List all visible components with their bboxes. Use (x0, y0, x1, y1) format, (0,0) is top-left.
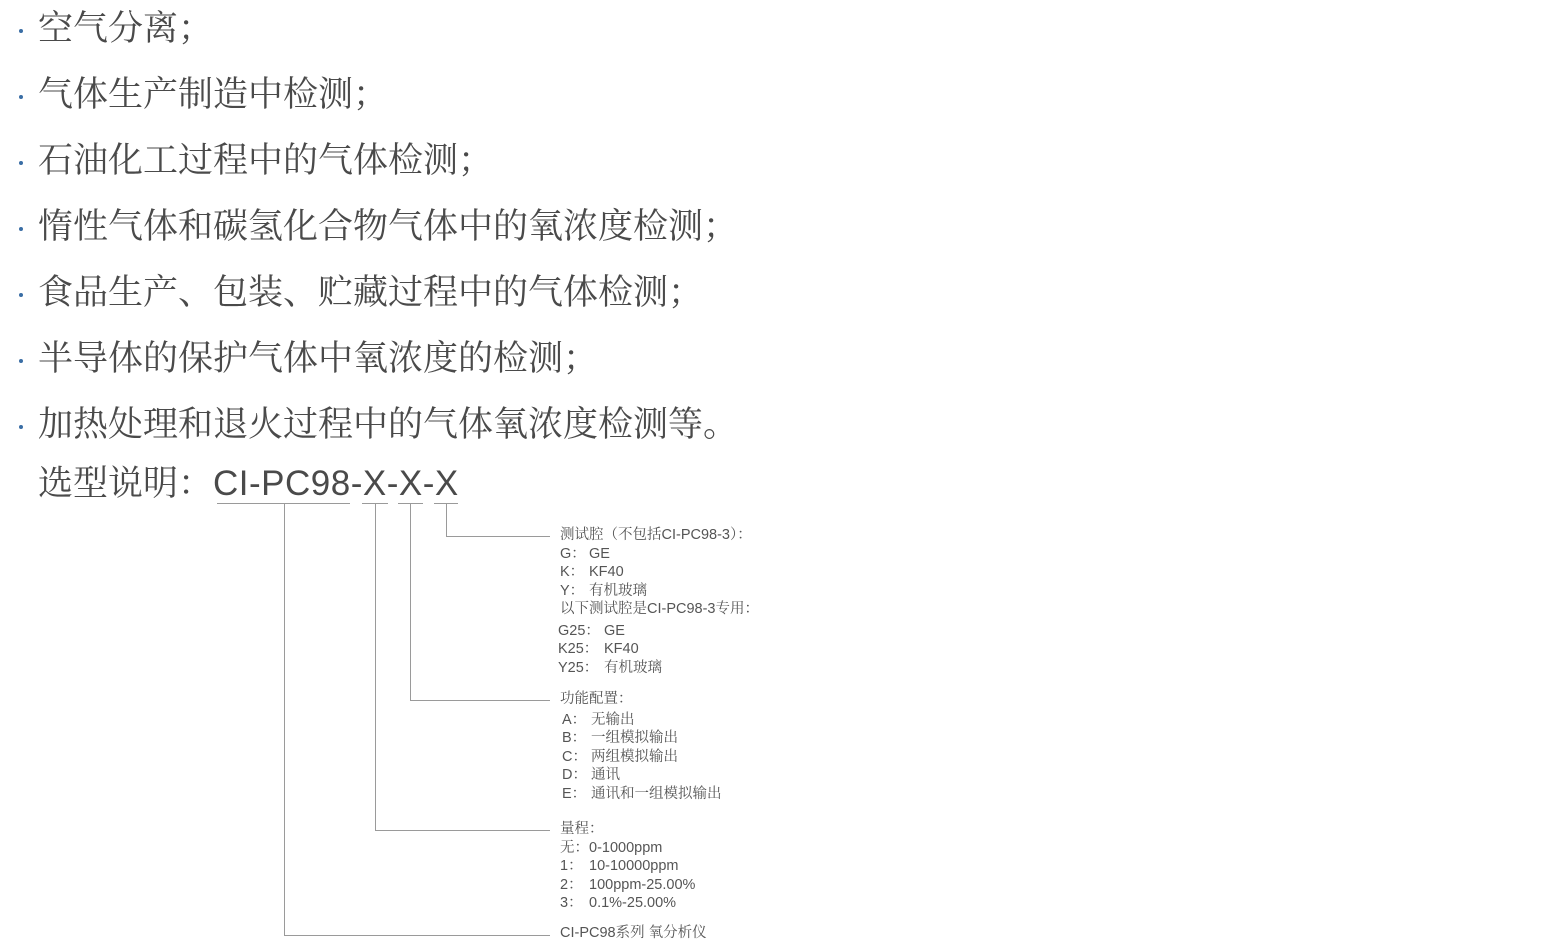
list-item-text: 惰性气体和碳氢化合物气体中的氧浓度检测； (38, 207, 739, 246)
model-label: 选型说明： (38, 464, 214, 503)
list-item: A： 无输出 (562, 711, 635, 728)
list-item-text: 空气分离； (38, 9, 214, 48)
connector-chamber (447, 503, 551, 537)
series-title: CI-PC98系列 氧分析仪 (560, 925, 707, 941)
chamber-title: 测试腔（不包括CI-PC98-3）： (560, 527, 752, 543)
chamber-subtitle: 以下测试腔是CI-PC98-3专用： (560, 601, 759, 617)
list-item: 3： 0.1%-25.00% (560, 895, 677, 911)
list-item: Y25： 有机玻璃 (558, 659, 662, 676)
connector-series (285, 503, 551, 936)
list-item: C： 两组模拟输出 (562, 748, 678, 765)
list-item: 1： 10-10000ppm (560, 858, 679, 874)
list-item: K： KF40 (560, 564, 624, 580)
model-code: CI-PC98-X-X-X (213, 464, 459, 503)
list-item-text: 加热处理和退火过程中的气体氧浓度检测等。 (38, 405, 739, 444)
list-item: Y： 有机玻璃 (560, 582, 647, 599)
list-item-text: 半导体的保护气体中氧浓度的检测； (38, 339, 599, 378)
list-item-text: 石油化工过程中的气体检测； (38, 141, 494, 180)
list-item-text: 气体生产制造中检测； (38, 75, 389, 114)
list-item: K25： KF40 (558, 641, 639, 657)
list-item: G25： GE (558, 622, 625, 639)
range-notes (560, 820, 695, 913)
list-item: D： 通讯 (562, 767, 620, 783)
function-title: 功能配置： (560, 691, 633, 707)
list-item: 2： 100ppm-25.00% (560, 876, 696, 893)
list-item-text: 食品生产、包装、贮藏过程中的气体检测； (38, 273, 704, 312)
connector-range (376, 503, 551, 831)
connector-function (411, 503, 551, 701)
list-item: E： 通讯和一组模拟输出 (562, 785, 722, 802)
list-item: G： GE (560, 545, 610, 562)
list-item: B： 一组模拟输出 (562, 730, 678, 746)
function-notes (560, 690, 722, 803)
list-item: 无：0-1000ppm (560, 839, 663, 856)
range-title: 量程： (560, 821, 604, 837)
series-notes (560, 924, 707, 943)
chamber-notes (560, 526, 759, 677)
